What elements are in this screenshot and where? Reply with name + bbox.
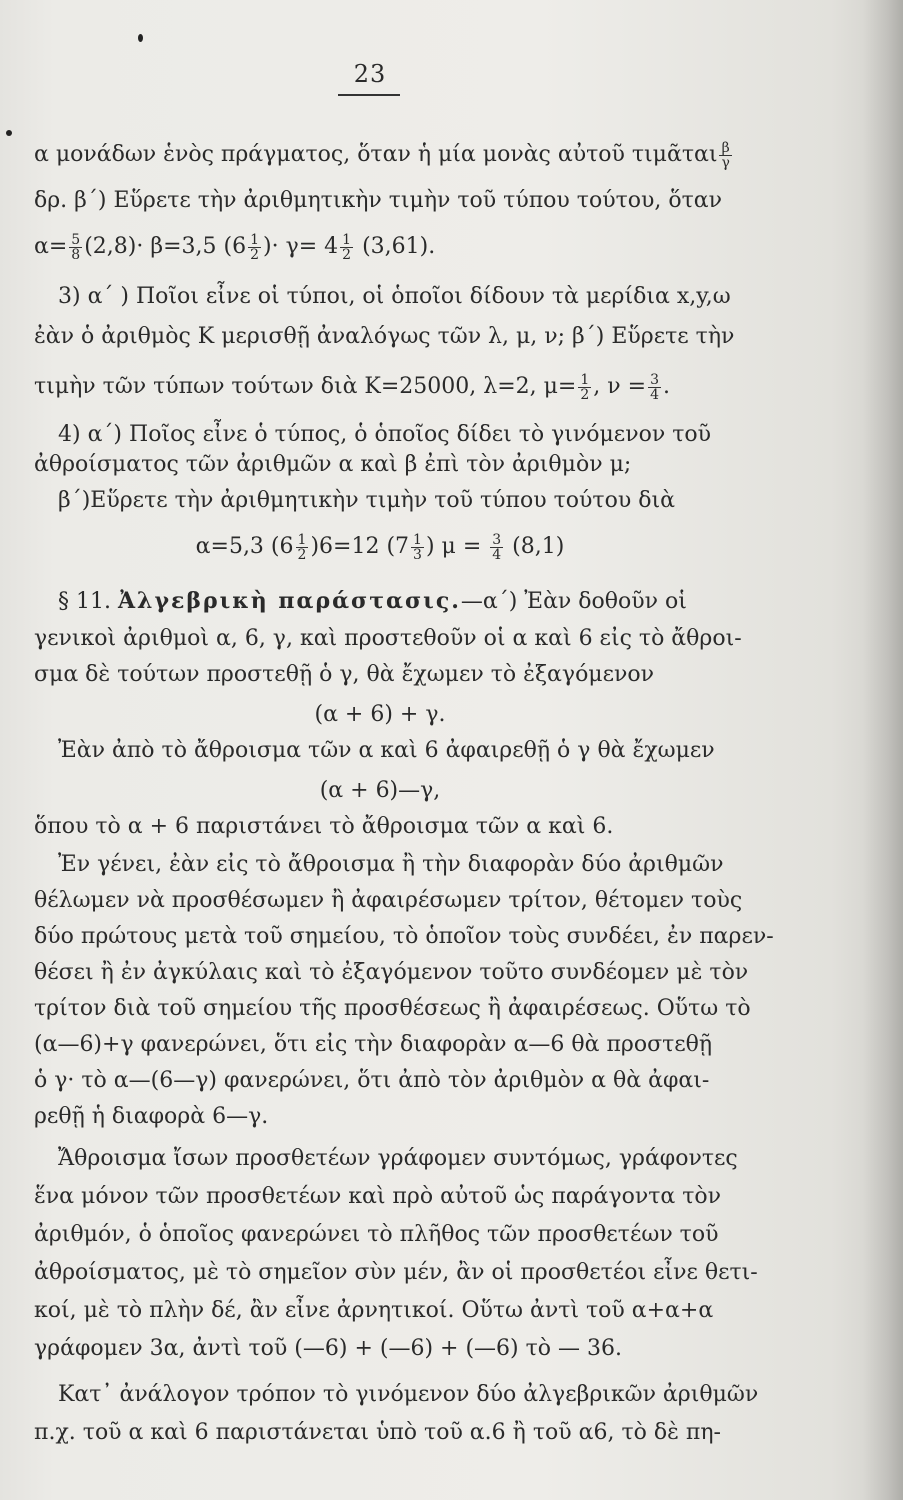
formula-line: (α + 6)—γ, [319, 778, 441, 803]
binding-shadow [863, 0, 903, 1500]
formula-line: τιμὴν τῶν τύπων τούτων διὰ Κ=25000, λ=2, μ= $\frac{1}{2}$ , ν = $\frac{3}{4}$ . [34, 371, 670, 403]
text-line: ἀριθμόν, ὁ ὁποῖος φανερώνει τὸ πλῆθος τῶν προσθετέων τοῦ [34, 1222, 719, 1247]
text-line: τρίτον διὰ τοῦ σημείου τῆς προσθέσεως ἢ ἀφαιρέσεως. Οὕτω τὸ [34, 996, 751, 1021]
ink-speck [6, 130, 12, 136]
text-line: (α—6)+γ φανερώνει, ὅτι εἰς τὴν διαφορὰν α—6 θὰ προστεθῇ [34, 1032, 713, 1057]
text-line: δρ. β΄) Εὕρετε τὴν ἀριθμητικὴν τιμὴν τοῦ τύπου τούτου, ὅταν [34, 188, 722, 213]
fraction: $\frac{3}{4}$ [650, 371, 659, 403]
fraction: $\frac{5}{8}$ [71, 231, 81, 263]
text-line: ἀθροίσματος τῶν ἀριθμῶν α καὶ β ἐπὶ τὸν ἀριθμὸν μ; [34, 452, 632, 477]
text-line: ἐὰν ὁ ἀριθμὸς Κ μερισθῇ ἀναλόγως τῶν λ, μ, ν; β΄) Εὕρετε τὴν [34, 324, 735, 349]
exercise-line: 3) α΄ ) Ποῖοι εἶνε οἱ τύποι, οἱ ὁποῖοι δίδουν τὰ μερίδια x,y,ω [58, 284, 731, 309]
section-number: § 11. [58, 589, 118, 614]
text-line: θέσει ἢ ἐν ἀγκύλαις καὶ τὸ ἐξαγόμενον τοῦτο συνδέομεν μὲ τὸν [34, 960, 749, 985]
text-line: ἀθροίσματος, μὲ τὸ σημεῖον σὺν μέν, ἂν οἱ προσθετέοι εἶνε θετι- [34, 1260, 758, 1285]
text-line: Ἄθροισμα ἴσων προσθετέων γράφομεν συντόμως, γράφοντες [58, 1146, 738, 1171]
text-line: δύο πρώτους μετὰ τοῦ σημείου, τὸ ὁποῖον τοὺς συνδέει, ἐν παρεν- [34, 924, 774, 949]
page-number-rule [338, 94, 400, 96]
fraction: $\frac{1}{2}$ [297, 531, 307, 563]
text-line: Κατ᾽ ἀνάλογον τρόπον τὸ γινόμενον δύο ἀλγεβρικῶν ἀριθμῶν [58, 1382, 759, 1407]
formula-line: α= $\frac{5}{8}$ (2,8)· β=3,5 (6 $\frac{1}{2}$ )· γ= 4 $\frac{1}{2}$ (3,61). [34, 231, 436, 263]
text-line: γράφομεν 3α, ἀντὶ τοῦ (—6) + (—6) + (—6) τὸ — 36. [34, 1336, 623, 1361]
exercise-line: 4) α΄) Ποῖος εἶνε ὁ τύπος, ὁ ὁποῖος δίδει τὸ γινόμενον τοῦ [58, 422, 711, 447]
fraction: $\frac{\beta}{\gamma}$ [721, 139, 730, 171]
text-line: π.χ. τοῦ α καὶ 6 παριστάνεται ὑπὸ τοῦ α.6 ἢ τοῦ α6, τὸ δὲ πη- [34, 1420, 721, 1445]
fraction: $\frac{1}{3}$ [413, 531, 422, 563]
text-line: Ἐν γένει, ἐὰν εἰς τὸ ἄθροισμα ἢ τὴν διαφορὰν δύο ἀριθμῶν [58, 852, 724, 877]
text-line: ἕνα μόνον τῶν προσθετέων καὶ πρὸ αὐτοῦ ὡς παράγοντα τὸν [34, 1184, 722, 1209]
fraction: $\frac{1}{2}$ [250, 231, 259, 263]
text-line: α μονάδων ἑνὸς πράγματος, ὅταν ἡ μία μονὰς αὐτοῦ τιμᾶται $\frac{\beta}{\gamma}$ [34, 139, 730, 171]
fraction: $\frac{1}{2}$ [580, 371, 590, 403]
ink-speck [138, 34, 143, 42]
text-line: κοί, μὲ τὸ πλὴν δέ, ἂν εἶνε ἀρνητικοί. Οὕτω ἀντὶ τοῦ α+α+α [34, 1298, 714, 1323]
text-line: ὅπου τὸ α + 6 παριστάνει τὸ ἄθροισμα τῶν α καὶ 6. [34, 814, 614, 839]
text-line: β΄)Εὕρετε τὴν ἀριθμητικὴν τιμὴν τοῦ τύπου τούτου διὰ [58, 488, 675, 513]
text-line: ὁ γ· τὸ α—(6—γ) φανερώνει, ὅτι ἀπὸ τὸν ἀριθμὸν α θὰ ἀφαι- [34, 1068, 710, 1093]
section-title: Ἀλγεβρικὴ παράστασις. [117, 588, 461, 614]
text-line: σμα δὲ τούτων προστεθῇ ὁ γ, θὰ ἔχωμεν τὸ ἐξαγόμενον [34, 662, 654, 687]
fraction: $\frac{1}{2}$ [342, 231, 352, 263]
text-line: Ἐὰν ἀπὸ τὸ ἄθροισμα τῶν α καὶ 6 ἀφαιρεθῇ ὁ γ θὰ ἔχωμεν [58, 738, 715, 763]
text-line: θέλωμεν νὰ προσθέσωμεν ἢ ἀφαιρέσωμεν τρίτον, θέτομεν τοὺς [34, 888, 743, 913]
formula-line: (α + 6) + γ. [314, 702, 446, 727]
section-heading-line: § 11. Ἀλγεβρικὴ παράστασις.—α΄) Ἐὰν δοθοῦν οἱ [58, 588, 687, 614]
formula-line: α=5,3 (6 $\frac{1}{2}$ )6=12 (7 $\frac{1}{3}$ ) μ = $\frac{3}{4}$ (8,1) [195, 531, 565, 563]
text-line: γενικοὶ ἀριθμοὶ α, 6, γ, καὶ προστεθοῦν οἱ α καὶ 6 εἰς τὸ ἄθροι- [34, 626, 742, 651]
fraction: $\frac{3}{4}$ [492, 531, 502, 563]
page-number: 23 [353, 60, 387, 88]
text-line: ρεθῇ ἡ διαφορὰ 6—γ. [34, 1104, 269, 1129]
